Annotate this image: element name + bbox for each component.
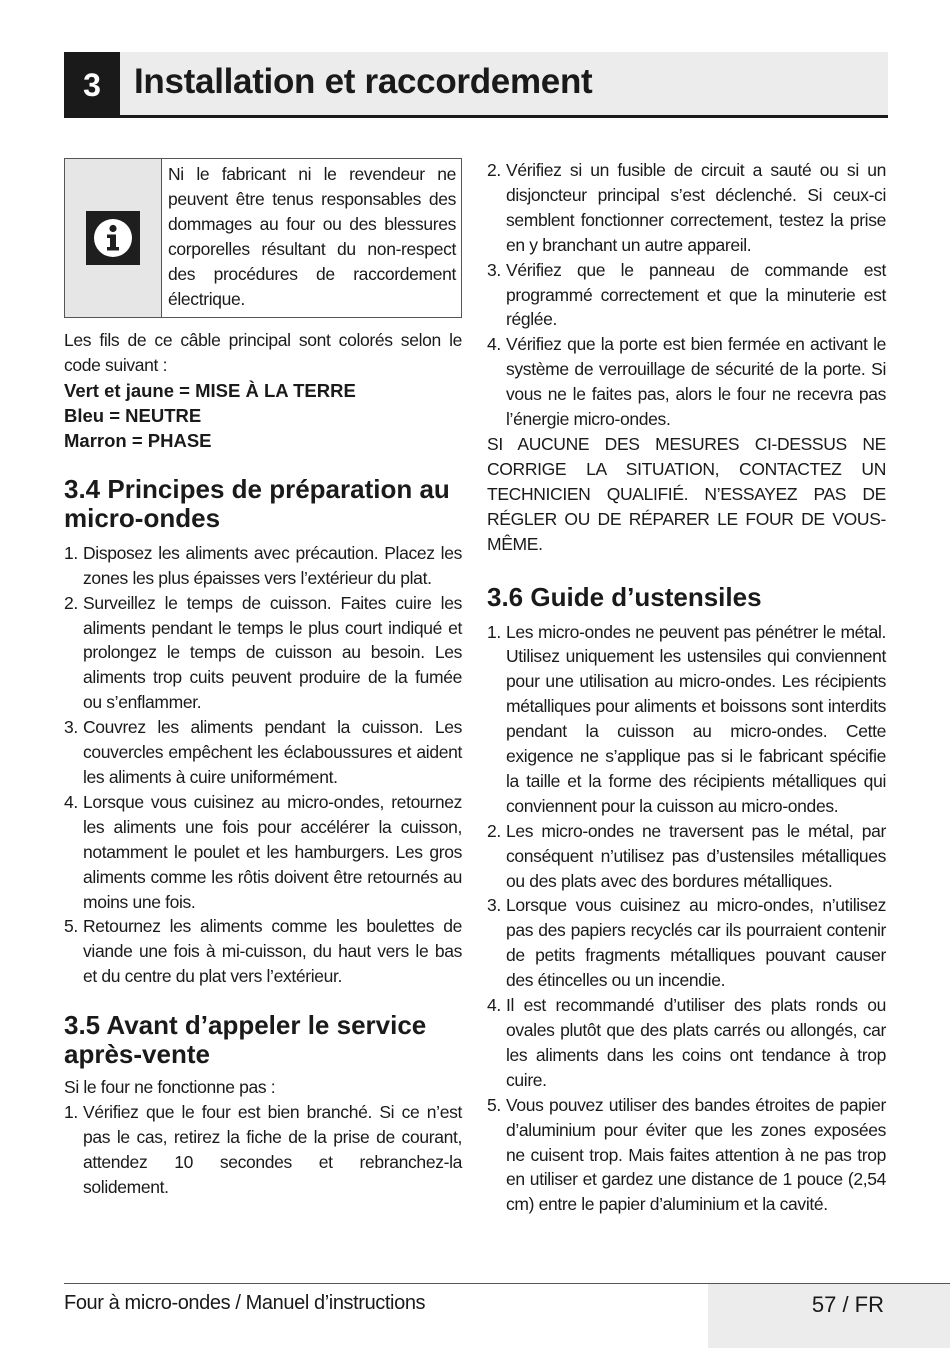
header-rule	[64, 115, 888, 118]
wire-phase: Marron = PHASE	[64, 429, 212, 451]
list-item: 1. Disposez les aliments avec précaution. Placez les zones les plus épaisses vers l’extérieur du plat.	[64, 542, 462, 588]
list-item: 1. Vérifiez que le four est bien branché. Si ce n’est pas le cas, retirez la fiche de la prise de courant, attendez 10 secondes et rebranchez-la solidement.	[64, 1102, 462, 1197]
notice-text: Ni le fabricant ni le revendeur ne peuvent être tenus responsables des dommages au four ou des blessures corporelles résultant du non-respect des procédures de raccordement électrique.	[168, 164, 456, 309]
wire-neutral: Bleu = NEUTRE	[64, 404, 202, 426]
info-icon	[86, 211, 140, 265]
section-3-4-title: 3.4 Principes de préparation au micro-ondes	[64, 473, 450, 533]
list-item: 3. Couvrez les aliments pendant la cuisson. Les couvercles empêchent les éclaboussures et aident les aliments à cuire uniformément.	[64, 717, 462, 787]
list-item: 4. Vérifiez que la porte est bien fermée en activant le système de verrouillage de sécurité de la porte. Si vous ne le faites pas, alors le four ne recevra pas l’énergie micro-ondes.	[487, 334, 886, 430]
chapter-title: Installation et raccordement	[134, 62, 593, 101]
list-item: 2. Vérifiez si un fusible de circuit a sauté ou si un disjoncteur principal s’est déclenché. Si ceux-ci semblent fonctionner correctement, testez la prise en y branchant un autre appareil.	[487, 160, 886, 255]
section-3-6-list	[487, 620, 886, 1218]
list-item: 4. Lorsque vous cuisinez au micro-ondes, retournez les aliments une fois pour accélérer la cuisson, notamment le poulet et les hamburgers. Les gros aliments comme les rôtis doivent être retournés au moins une fois.	[64, 791, 462, 912]
list-item: 5. Retournez les aliments comme les boulettes de viande une fois à mi-cuisson, du haut vers le bas et du centre du plat vers l’extérieur.	[64, 916, 462, 987]
section-3-5-title: 3.5 Avant d’appeler le service après-vente	[64, 1010, 427, 1070]
section-3-6-title: 3.6 Guide d’ustensiles	[487, 581, 762, 612]
list-item: 3. Lorsque vous cuisinez au micro-ondes, n’utilisez pas des papiers recyclés car ils pourraient contenir de petits fragments métalliques pouvant causer des étincelles ou un incendie.	[487, 895, 886, 991]
footer-page-number: 57 / FR	[811, 1292, 884, 1317]
list-item: 4. Il est recommandé d’utiliser des plats ronds ou ovales plutôt que des plats carrés ou allongés, car les aliments dans les coins ont tendance à trop cuire.	[487, 995, 886, 1090]
right-column	[487, 158, 886, 1217]
section-3-5-intro: Si le four ne fonctionne pas :	[64, 1077, 276, 1098]
wire-earth: Vert et jaune = MISE À LA TERRE	[64, 379, 356, 401]
cable-intro: Les fils de ce câble principal sont colorés selon le code suivant :	[64, 330, 462, 375]
left-column	[64, 158, 462, 1200]
list-item: 1. Les micro-ondes ne peuvent pas pénétrer le métal. Utilisez uniquement les ustensiles qui conviennent pour une utilisation au micro-ondes. Les récipients métalliques pour aliments et boissons sont interdits pendant la cuisson au micro-ondes. Cette exigence ne s’applique pas si le fabricant spécifie la taille et la forme des récipients métalliques qui conviennent pour la cuisson au micro-ondes.	[487, 621, 886, 816]
notice-icon-cell	[65, 159, 162, 317]
list-item: 5. Vous pouvez utiliser des bandes étroites de papier d’aluminium pour éviter que les zones exposées ne cuisent trop. Mais faites attention à ne pas trop en utiliser et gardez une distance de 1 pouce (2,54 cm) entre le papier d’aluminium et la cavité.	[487, 1094, 886, 1215]
list-item: 2. Les micro-ondes ne traversent pas le métal, par conséquent n’utilisez pas d’ustensiles métalliques ou des plats avec des bordures métalliques.	[487, 820, 886, 891]
service-warning: SI AUCUNE DES MESURES CI-DESSUS NE CORRIGE LA SITUATION, CONTACTEZ UN TECHNICIEN QUALIFIÉ. N’ESSAYEZ PAS DE RÉGLER OU DE RÉPARER LE FOUR DE VOUS-MÊME.	[487, 433, 886, 554]
list-item: 2. Surveillez le temps de cuisson. Faites cuire les aliments pendant le temps le plus court indiqué et prolongez le temps de cuisson au besoin. Les aliments trop cuits peuvent produire de la fumée ou s’enflammer.	[64, 592, 462, 713]
chapter-number: 3	[64, 52, 120, 118]
footer-manual-title: Four à micro-ondes / Manuel d’instructions	[64, 1292, 426, 1314]
section-3-5-list-part2	[487, 158, 886, 432]
section-3-4-list	[64, 541, 462, 989]
list-item: 3. Vérifiez que le panneau de commande est programmé correctement et que la minuterie est réglée.	[487, 259, 886, 330]
notice-box	[64, 158, 462, 318]
section-3-5-list-part1	[64, 1100, 462, 1200]
